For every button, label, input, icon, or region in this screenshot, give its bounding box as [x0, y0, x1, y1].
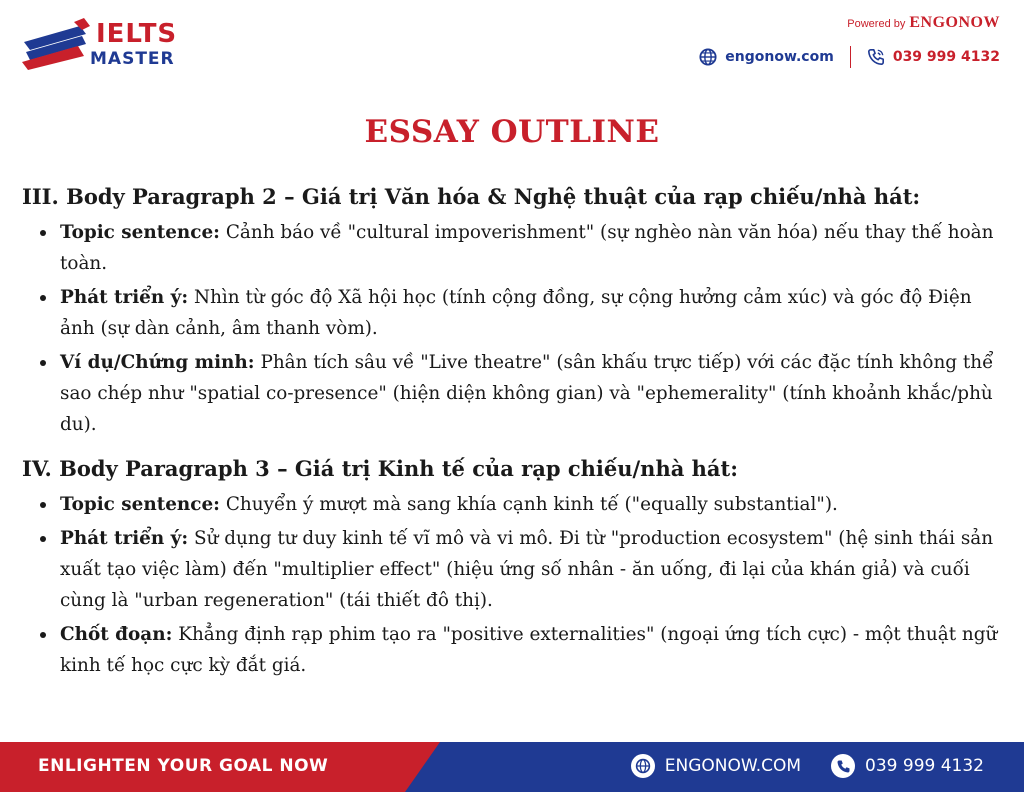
footer-website-text: ENGONOW.COM — [664, 756, 802, 776]
powered-label: Powered by — [847, 18, 906, 30]
page-title: ESSAY OUTLINE — [364, 114, 660, 150]
list-item — [60, 282, 1007, 344]
phone-icon — [831, 754, 855, 778]
phone-icon — [867, 48, 885, 66]
bullet-label: Topic sentence: — [60, 494, 220, 515]
section-heading-body-3: IV. Body Paragraph 3 – Giá trị Kinh tế của rạp chiếu/nhà hát: — [22, 456, 738, 481]
bullet-text: Cảnh báo về "cultural impoverishment" (sự nghèo nàn văn hóa) nếu thay thế hoàn toàn. — [60, 222, 994, 274]
powered-brand: ENGONOW — [909, 14, 1000, 31]
header-phone-text: 039 999 4132 — [892, 49, 1000, 65]
header-phone-link[interactable] — [867, 48, 1000, 66]
globe-icon — [631, 754, 655, 778]
list-item — [60, 523, 1007, 616]
bullet-text: Sử dụng tư duy kinh tế vĩ mô và vi mô. Đi từ "production ecosystem" (hệ sinh thái sản xuất tạo việc làm) đến "multiplier effect" (hiệu ứng số nhân - ăn uống, đi lại của khán giả) và cuối cùng là "urban regeneration" (tái thiết đô thị). — [60, 528, 994, 611]
list-item — [60, 347, 1007, 440]
header-website-text: engonow.com — [725, 49, 834, 65]
bullet-label: Chốt đoạn: — [60, 624, 173, 645]
footer-website-link[interactable] — [631, 754, 801, 778]
header-contact — [699, 46, 1000, 68]
logo-text-ielts: IELTS — [96, 19, 178, 49]
bullet-label: Topic sentence: — [60, 222, 220, 243]
footer-slogan: ENLIGHTEN YOUR GOAL NOW — [38, 756, 329, 776]
page-footer — [0, 742, 1024, 792]
section-heading-body-2: III. Body Paragraph 2 – Giá trị Văn hóa & Nghệ thuật của rạp chiếu/nhà hát: — [22, 184, 921, 209]
list-item — [60, 619, 1007, 681]
bullet-label: Phát triển ý: — [60, 287, 189, 308]
ielts-master-logo[interactable] — [20, 16, 190, 72]
powered-by — [847, 14, 1000, 32]
footer-phone-text: 039 999 4132 — [865, 756, 984, 776]
bullet-text: Nhìn từ góc độ Xã hội học (tính cộng đồng, sự cộng hưởng cảm xúc) và góc độ Điện ảnh (sự dàn cảnh, âm thanh vòm). — [60, 287, 972, 339]
logo-text-master: MASTER — [90, 49, 175, 69]
footer-phone-link[interactable] — [831, 754, 984, 778]
bullet-label: Ví dụ/Chứng minh: — [60, 352, 255, 373]
bullet-text: Phân tích sâu về "Live theatre" (sân khấu trực tiếp) với các đặc tính không thể sao chép như "spatial co-presence" (hiện diện không gian) và "ephemerality" (tính khoảnh khắc/phù du). — [60, 352, 994, 435]
page-header — [0, 0, 1024, 100]
header-website-link[interactable] — [699, 48, 834, 66]
outline-content — [22, 182, 1007, 684]
header-contact-divider — [850, 46, 851, 68]
list-item — [60, 489, 1007, 520]
logo-stripes-icon — [20, 16, 100, 72]
footer-contact — [631, 754, 984, 778]
globe-icon — [699, 48, 717, 66]
bullet-text: Khẳng định rạp phim tạo ra "positive externalities" (ngoại ứng tích cực) - một thuật ngữ kinh tế học cực kỳ đắt giá. — [60, 624, 998, 676]
bullet-list-body-2 — [22, 217, 1007, 440]
bullet-label: Phát triển ý: — [60, 528, 189, 549]
bullet-list-body-3 — [22, 489, 1007, 681]
bullet-text: Chuyển ý mượt mà sang khía cạnh kinh tế ("equally substantial"). — [219, 494, 838, 515]
list-item — [60, 217, 1007, 279]
